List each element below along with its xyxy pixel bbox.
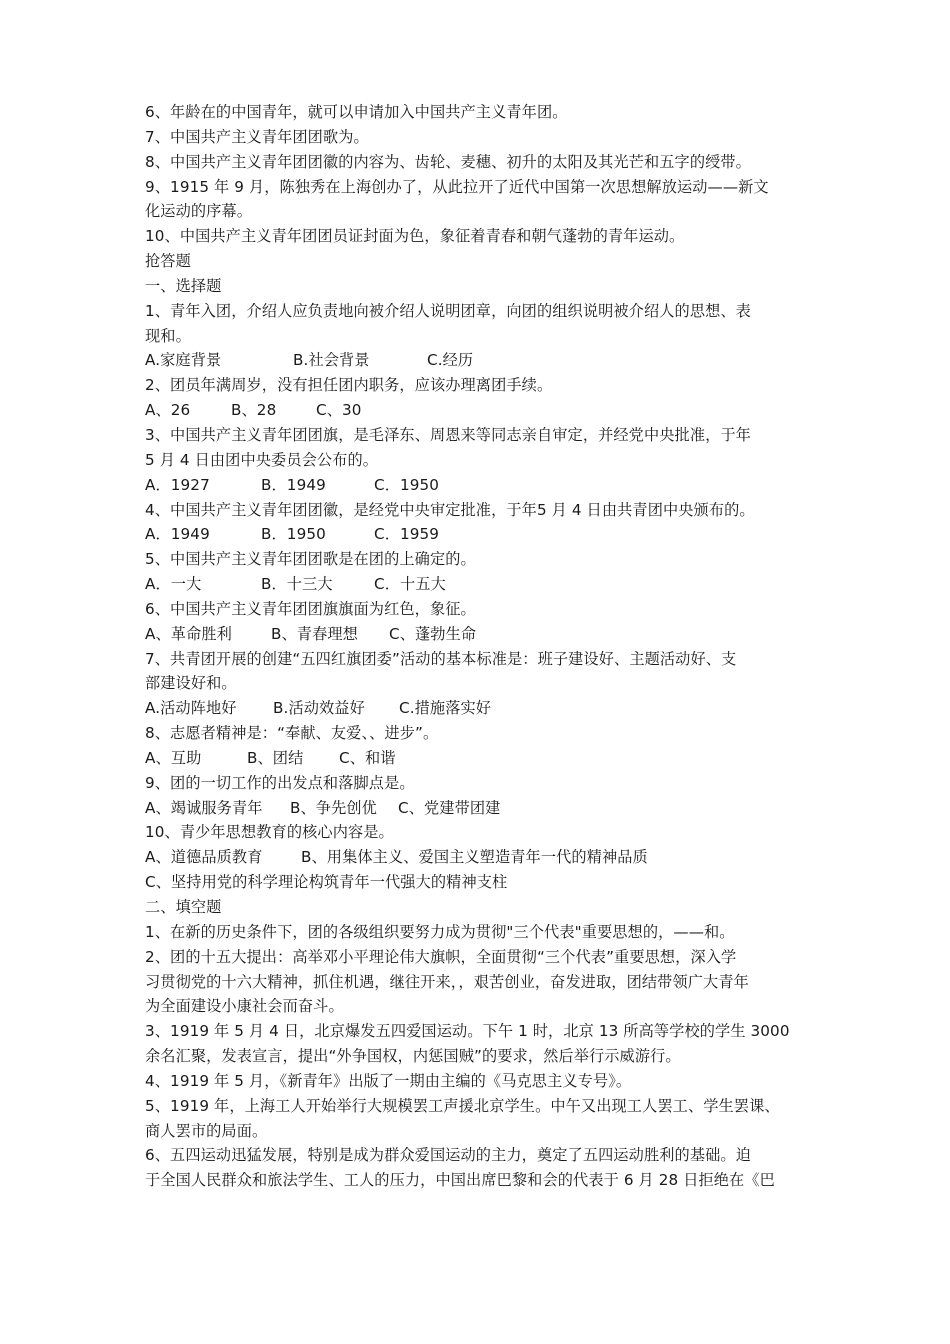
option: A、互助 <box>145 748 202 767</box>
text-line: 部建设好和。 <box>145 674 237 693</box>
text-line: 2、团的十五大提出：高举邓小平理论伟大旗帜，全面贯彻“三个代表”重要思想，深入学 <box>145 947 737 966</box>
text-line: 习贯彻党的十六大精神，抓住机遇，继往开来，，艰苦创业，奋发进取，团结带领广大青年 <box>145 972 749 991</box>
option: A、道德品质教育 <box>145 848 263 867</box>
option: B．十三大 <box>261 575 333 594</box>
text-line: 为全面建设小康社会而奋斗。 <box>145 997 344 1016</box>
text-line: 10、中国共产主义青年团团员证封面为色，象征着青春和朝气蓬勃的青年运动。 <box>145 227 685 246</box>
text-line: 6、五四运动迅猛发展，特别是成为群众爱国运动的主力，奠定了五四运动胜利的基础。迫 <box>145 1146 751 1165</box>
option-row <box>145 473 817 498</box>
option: B、团结 <box>247 748 304 767</box>
text-line: 3、中国共产主义青年团团旗，是毛泽东、周恩来等同志亲自审定，并经党中央批准，于年 <box>145 425 751 444</box>
option-row <box>145 746 817 771</box>
text-line: 二、填空题 <box>145 898 222 916</box>
option: B．1949 <box>261 475 326 494</box>
option: C、蓬勃生命 <box>389 624 477 643</box>
option: A．1927 <box>145 475 210 494</box>
option-row <box>145 696 817 721</box>
option: C.经历 <box>427 351 474 370</box>
text-line: 5、1919 年，上海工人开始举行大规模罢工声援北京学生。中午又出现工人罢工、学生罢课、 <box>145 1096 780 1115</box>
option-row <box>145 796 817 821</box>
option: B.活动效益好 <box>273 699 365 718</box>
option: A、26 <box>145 401 191 420</box>
option: C、党建带团建 <box>398 798 501 817</box>
text-line: 7、中国共产主义青年团团歌为。 <box>145 127 369 146</box>
option: C、30 <box>316 401 362 420</box>
text-line: 4、1919 年 5 月，《新青年》出版了一期由主编的《马克思主义专号》。 <box>145 1071 632 1090</box>
text-line: 余名汇聚，发表宣言，提出“外争国权，内惩国贼”的要求，然后举行示威游行。 <box>145 1047 681 1066</box>
text-line: 1、青年入团，介绍人应负责地向被介绍人说明团章，向团的组织说明被介绍人的思想、表 <box>145 301 751 320</box>
text-line: 化运动的序幕。 <box>145 202 253 221</box>
option: B．1950 <box>261 525 326 544</box>
text-line: 于全国人民群众和旅法学生、工人的压力，中国出席巴黎和会的代表于 6 月 28 日拒绝在《巴 <box>145 1171 775 1190</box>
text-line: 5、中国共产主义青年团团歌是在团的上确定的。 <box>145 550 476 569</box>
text-line: 4、中国共产主义青年团团徽，是经党中央审定批准，于年5 月 4 日由共青团中央颁布的。 <box>145 500 755 519</box>
option-row <box>145 398 817 423</box>
option: B、用集体主义、爱国主义塑造青年一代的精神品质 <box>301 848 648 867</box>
option-row <box>145 348 817 373</box>
option: C．1959 <box>374 525 440 544</box>
text-line: 6、中国共产主义青年团团旗旗面为红色，象征。 <box>145 599 476 618</box>
text-line: 9、团的一切工作的出发点和落脚点是。 <box>145 773 415 792</box>
option: A.家庭背景 <box>145 351 222 370</box>
text-line: 3、1919 年 5 月 4 日，北京爆发五四爱国运动。下午 1 时，北京 13 所高等学校的学生 3000 <box>145 1022 790 1041</box>
option: A．1949 <box>145 525 210 544</box>
text-line: 8、中国共产主义青年团团徽的内容为、齿轮、麦穗、初升的太阳及其光芒和五字的绶带。 <box>145 152 751 171</box>
text-line: 抢答题 <box>145 252 191 271</box>
option: C．十五大 <box>374 575 446 594</box>
text-line: 商人罢市的局面。 <box>145 1121 268 1140</box>
option-row <box>145 572 817 597</box>
option-row <box>145 622 817 647</box>
option: C．1950 <box>374 475 440 494</box>
option-row <box>145 845 817 870</box>
option: A、竭诚服务青年 <box>145 798 263 817</box>
text-line: 一、选择题 <box>145 276 222 295</box>
option: A、革命胜利 <box>145 624 232 643</box>
text-line: 10、青少年思想教育的核心内容是。 <box>145 823 394 842</box>
text-line: 现和。 <box>145 326 191 345</box>
text-line: C、坚持用党的科学理论构筑青年一代强大的精神支柱 <box>145 873 508 892</box>
option: B、青春理想 <box>271 624 358 643</box>
text-line: 2、团员年满周岁，没有担任团内职务，应该办理离团手续。 <box>145 376 553 395</box>
text-line: 7、共青团开展的创建“五四红旗团委”活动的基本标准是：班子建设好、主题活动好、支 <box>145 649 737 668</box>
text-line: 5 月 4 日由团中央委员会公布的。 <box>145 450 379 469</box>
option: C.措施落实好 <box>399 699 492 718</box>
text-line: 6、年龄在的中国青年，就可以申请加入中国共产主义青年团。 <box>145 103 568 121</box>
text-line: 9、1915 年 9 月，陈独秀在上海创办了，从此拉开了近代中国第一次思想解放运动——新文 <box>145 177 769 196</box>
option: C、和谐 <box>339 748 396 767</box>
option: B、争先创优 <box>290 798 377 817</box>
option: A．一大 <box>145 575 202 594</box>
document-page <box>145 100 817 1193</box>
text-line: 8、志愿者精神是：“奉献、友爱、、进步”。 <box>145 724 439 743</box>
option: B、28 <box>231 401 277 420</box>
option-row <box>145 522 817 547</box>
option: A.活动阵地好 <box>145 699 237 718</box>
text-line: 1、在新的历史条件下，团的各级组织要努力成为贯彻"三个代表"重要思想的，——和。 <box>145 922 735 941</box>
option: B.社会背景 <box>293 351 370 370</box>
